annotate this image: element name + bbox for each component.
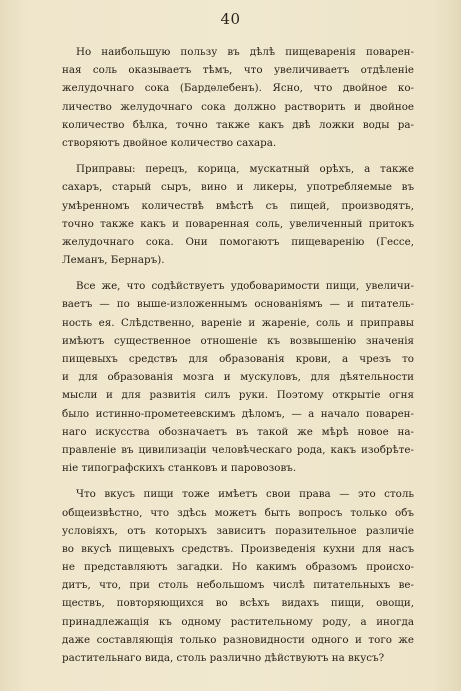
text-line: Все же, что содѣйствуетъ удобоваримости пищи, увеличи- <box>76 280 414 293</box>
text-line: количество бѣлка, точно также какъ двѣ ложки воды ра- <box>62 118 414 131</box>
text-line: дитъ, что, при столь небольшомъ числѣ питательныхъ ве- <box>62 579 414 592</box>
text-line: умѣренномъ количествѣ вмѣстѣ съ пищей, производятъ, <box>62 199 414 212</box>
text-line: растительнаго вида, столь различно дѣйствуютъ на вкусъ? <box>62 652 385 664</box>
text-line: Но наибольшую пользу въ дѣлѣ пищеваренія поварен- <box>76 46 414 58</box>
text-line: ная соль оказываетъ тѣмъ, что увеличиваетъ отдѣленіе <box>62 64 414 77</box>
text-line: наго искусства обозначаетъ въ такой же мѣрѣ новое на- <box>62 425 414 438</box>
text-line: Леманъ, Бернаръ). <box>62 254 165 267</box>
paragraph-salt <box>62 43 414 152</box>
body-text <box>62 43 414 667</box>
page-number: 40 <box>220 10 241 28</box>
paragraph-taste <box>62 485 414 667</box>
text-line: ществъ, повторяющихся во всѣхъ видахъ пищи, овощи, <box>62 597 414 610</box>
text-line: мысли и для развитія силъ руки. Поэтому открытіе огня <box>62 389 414 402</box>
text-line: общеизвѣстно, что здѣсь можетъ быть вопросъ только объ <box>62 506 414 519</box>
text-line: было истинно-прометеевскимъ дѣломъ, — а начало поварен- <box>62 407 414 420</box>
text-line: створяютъ двойное количество сахара. <box>62 136 277 149</box>
text-line: желудочнаго сока. Они помогаютъ пищеваренію (Гессе, <box>62 235 414 248</box>
text-line: условіяхъ, отъ которыхъ зависитъ поразительное различіе <box>62 524 414 537</box>
text-line: даже составляющія только разновидности одного и того же <box>62 633 414 646</box>
paragraph-digestibility <box>62 277 414 477</box>
text-line: ность ея. Слѣдственно, вареніе и жареніе, соль и приправы <box>62 316 414 329</box>
text-line: не представляютъ загадки. Но какимъ образомъ происхо- <box>62 561 414 574</box>
text-line: Что вкусъ пищи тоже имѣетъ свои права — это столь <box>76 488 414 501</box>
text-line: ваетъ — по выше-изложеннымъ основаніямъ — и питатель- <box>62 298 414 311</box>
text-line: во вкусѣ пищевыхъ средствъ. Произведенія кухни для насъ <box>62 542 414 555</box>
text-line: принадлежащія къ одному растительному роду, а иногда <box>62 615 414 628</box>
text-line: Приправы: перецъ, корица, мускатный орѣхъ, а также <box>76 163 414 176</box>
text-line: правленіе въ цивилизаціи человѣческаго рода, какъ изобрѣте- <box>62 443 414 456</box>
text-line: сахаръ, старый сыръ, вино и ликеры, употребляемые въ <box>62 181 414 194</box>
paragraph-spices <box>62 160 414 269</box>
text-line: желудочнаго сока (Бардѳлебенъ). Ясно, что двойное ко- <box>62 82 414 95</box>
text-line: точно также какъ и поваренная соль, увеличенный притокъ <box>62 217 414 230</box>
text-line: пищевыхъ средствъ для образованія крови, а чрезъ то <box>62 353 414 365</box>
text-line: и для образованія мозга и мускуловъ, для дѣятельности <box>62 371 414 384</box>
text-line: имѣютъ существенное отношеніе къ возвышенію значенія <box>62 334 414 347</box>
text-line: ніе типографскихъ станковъ и паровозовъ. <box>62 462 297 475</box>
text-line: личество желудочнаго сока должно растворить и двойное <box>62 100 414 113</box>
